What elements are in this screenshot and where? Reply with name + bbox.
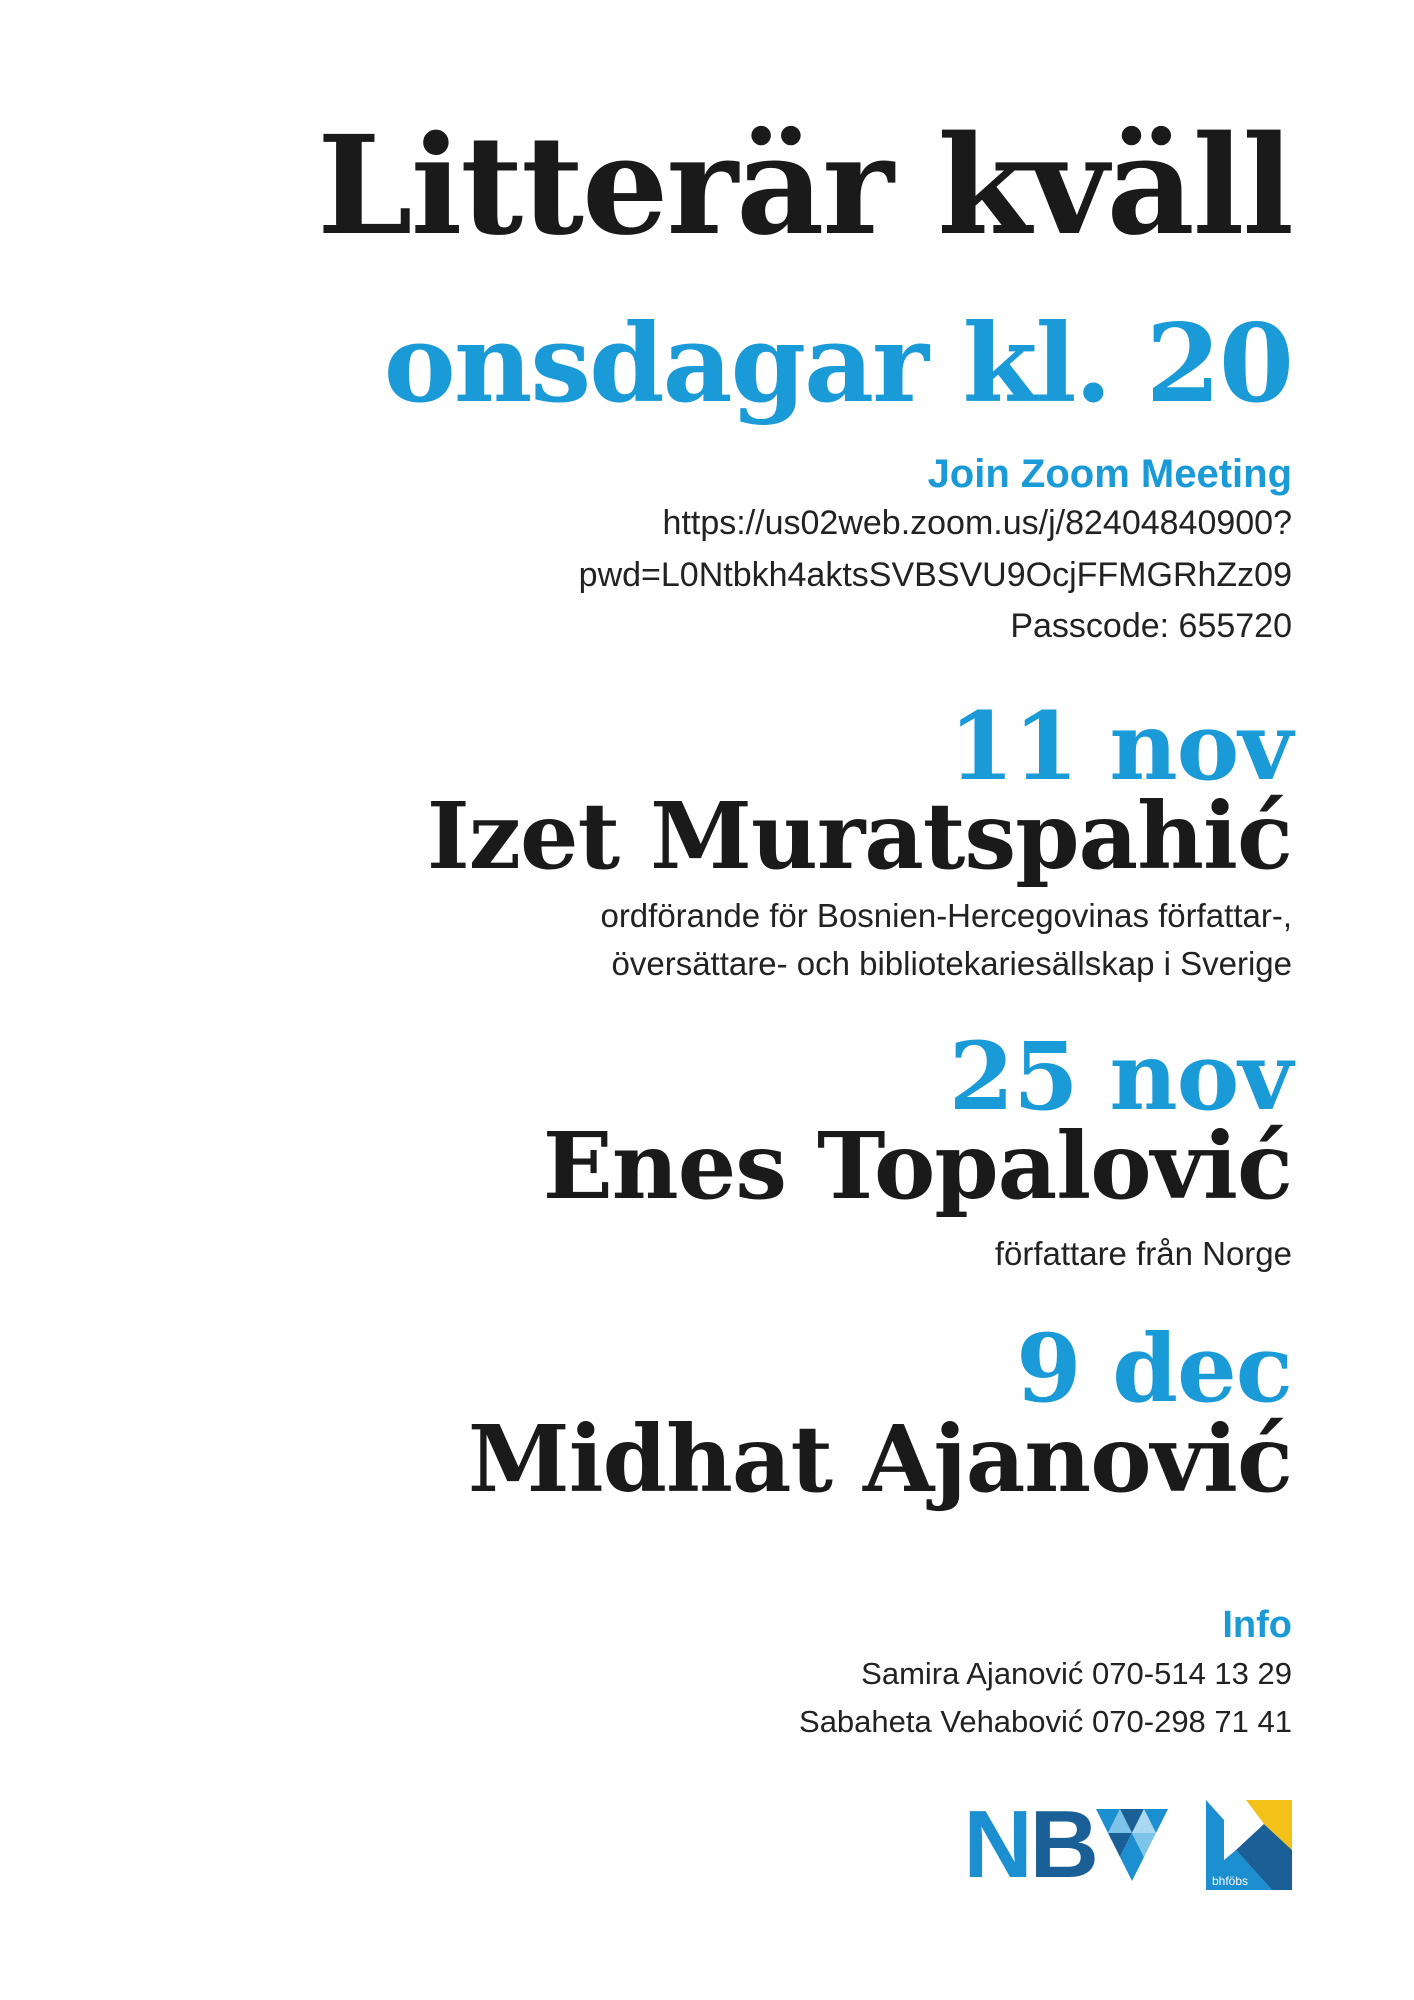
zoom-url-line-1[interactable]: https://us02web.zoom.us/j/82404840900? [662,504,1292,542]
nbv-logo-b: B [1029,1791,1096,1898]
poster-title: Litterär kväll [317,106,1292,266]
nbv-triangle-icon [1096,1807,1168,1883]
zoom-url-line-2[interactable]: pwd=L0Ntbkh4aktsSVBSVU9OcjFFMGRhZz09 [578,556,1292,594]
bhfobs-logo [1206,1800,1292,1890]
bhfobs-label: bhföbs [1212,1874,1249,1888]
event-2-description: författare från Norge [994,1235,1292,1272]
event-1-description-line-2: översättare- och bibliotekariesällskap i Sverige [611,945,1292,982]
event-2-date: 25 nov [948,1022,1292,1132]
nbv-logo-n: N [963,1791,1030,1898]
event-2-speaker: Enes Topalović [542,1112,1292,1220]
event-3-date: 9 dec [1016,1314,1292,1424]
zoom-heading: Join Zoom Meeting [927,452,1292,496]
contact-line-1: Samira Ajanović 070-514 13 29 [861,1656,1292,1691]
event-3-speaker: Midhat Ajanović [467,1405,1292,1513]
nbv-logo [963,1791,1168,1898]
logo-row [963,1791,1292,1898]
nbv-logo-text [963,1791,1096,1898]
info-heading: Info [1222,1604,1292,1646]
event-1-speaker: Izet Muratspahić [426,782,1292,890]
zoom-passcode: Passcode: 655720 [1010,607,1292,645]
contact-line-2: Sabaheta Vehabović 070-298 71 41 [799,1704,1292,1739]
poster-subtitle: onsdagar kl. 20 [383,301,1292,427]
event-1-description-line-1: ordförande för Bosnien-Hercegovinas författar-, [600,897,1292,934]
event-1-date: 11 nov [948,692,1292,802]
